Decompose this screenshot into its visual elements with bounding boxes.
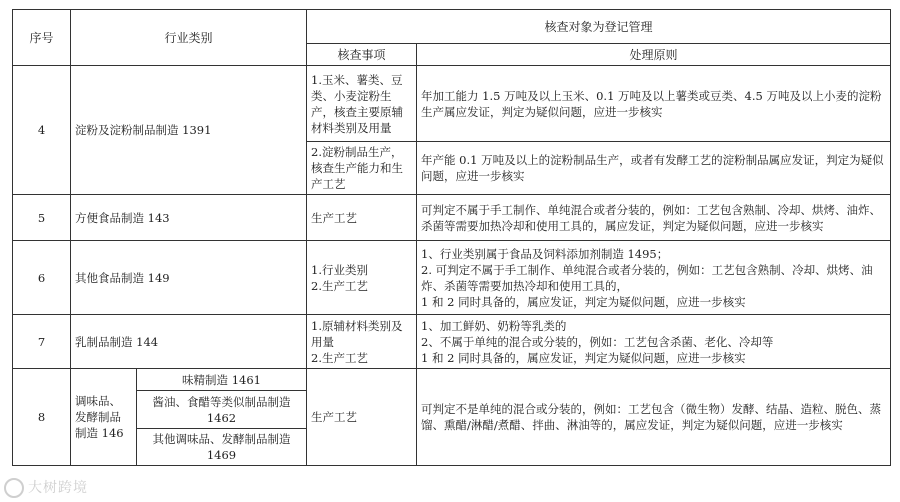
row-principle (417, 315, 891, 369)
header-row (13, 10, 891, 44)
table-row (13, 315, 891, 369)
row-industry: 调味品、发酵制品制造 146 (71, 369, 137, 466)
header-group: 核查对象为登记管理 (307, 10, 891, 44)
row-principle: 可判定不属于手工制作、单纯混合或者分装的，例如：工艺包含熟制、冷却、烘烤、油炸、杀菌等需要加热冷却和使用工具的，属应发证，判定为疑似问题，应进一步核实 (417, 195, 891, 241)
table-row (13, 369, 891, 391)
row-seq: 4 (13, 66, 71, 195)
row-principle: 年加工能力 1.5 万吨及以上玉米、0.1 万吨及以上薯类或豆类、4.5 万吨及以上小麦的淀粉生产属应发证，判定为疑似问题，应进一步核实 (417, 66, 891, 142)
row-item (307, 315, 417, 369)
row-industry: 方便食品制造 143 (71, 195, 307, 241)
sub-industry: 其他调味品、发酵制品制造 1469 (137, 429, 307, 466)
header-seq: 序号 (13, 10, 71, 66)
row-item: 2.淀粉制品生产，核查生产能力和生产工艺 (307, 142, 417, 195)
principle-line: 1、行业类别属于食品及饲料添加剂制造 1495； (421, 246, 669, 261)
item-line: 1.行业类别 (311, 262, 368, 277)
row-industry: 淀粉及淀粉制品制造 1391 (71, 66, 307, 195)
row-industry: 其他食品制造 149 (71, 241, 307, 315)
table-row (13, 241, 891, 315)
item-line: 1.原辅材料类别及用量 (311, 318, 403, 349)
row-seq: 7 (13, 315, 71, 369)
table-row (13, 66, 891, 142)
row-seq: 8 (13, 369, 71, 466)
row-item: 生产工艺 (307, 369, 417, 466)
row-seq: 6 (13, 241, 71, 315)
item-line: 2.生产工艺 (311, 350, 368, 365)
watermark-logo-icon (4, 478, 24, 498)
item-line: 2.生产工艺 (311, 278, 368, 293)
header-industry: 行业类别 (71, 10, 307, 66)
header-item: 核查事项 (307, 44, 417, 66)
row-principle (417, 241, 891, 315)
row-industry: 乳制品制造 144 (71, 315, 307, 369)
principle-line: 1 和 2 同时具备的，属应发证，判定为疑似问题，应进一步核实 (421, 350, 746, 365)
row-item (307, 241, 417, 315)
table-row (13, 195, 891, 241)
sub-industry: 味精制造 1461 (137, 369, 307, 391)
principle-line: 1、加工鲜奶、奶粉等乳类的 (421, 318, 567, 333)
row-item: 1.玉米、薯类、豆类、小麦淀粉生产，核查主要原辅材料类别及用量 (307, 66, 417, 142)
principle-line: 2. 可判定不属于手工制作、单纯混合或者分装的，例如：工艺包含熟制、冷却、烘烤、油炸、杀菌等需要加热冷却和使用工具的， (421, 262, 873, 293)
watermark-text: 大树跨境 (28, 480, 88, 496)
sub-industry: 酱油、食醋等类似制品制造 1462 (137, 391, 307, 429)
row-seq: 5 (13, 195, 71, 241)
row-item: 生产工艺 (307, 195, 417, 241)
row-principle: 年产能 0.1 万吨及以上的淀粉制品生产，或者有发酵工艺的淀粉制品属应发证，判定为疑似问题，应进一步核实 (417, 142, 891, 195)
header-principle: 处理原则 (417, 44, 891, 66)
watermark (4, 477, 88, 498)
inspection-table (12, 9, 891, 466)
principle-line: 2、不属于单纯的混合或分装的，例如：工艺包含杀菌、老化、冷却等 (421, 334, 774, 349)
principle-line: 1 和 2 同时具备的，属应发证，判定为疑似问题，应进一步核实 (421, 294, 746, 309)
row-principle: 可判定不是单纯的混合或分装的，例如：工艺包含（微生物）发酵、结晶、造粒、脱色、蒸馏、熏醋/淋醋/煮醋、拌曲、淋油等的，属应发证，判定为疑似问题，应进一步核实 (417, 369, 891, 466)
